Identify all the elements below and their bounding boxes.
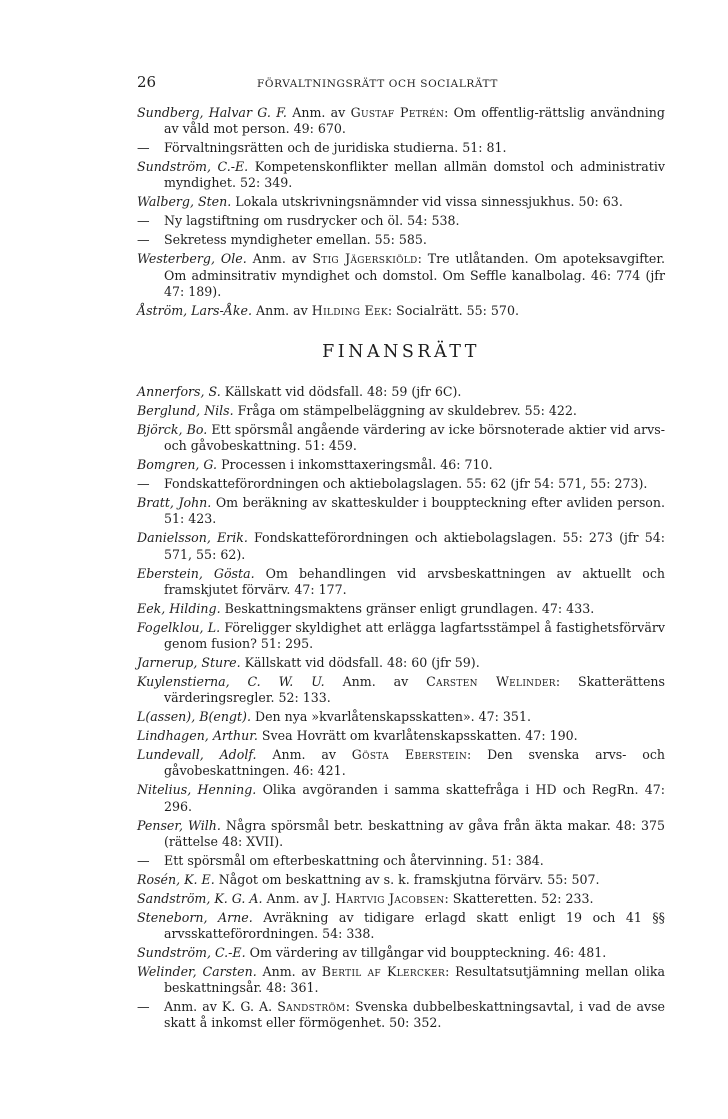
entry-reviewed-author: Gustaf Petrén bbox=[350, 105, 445, 120]
section-title-finansratt: FINANSRÄTT bbox=[322, 342, 480, 363]
entry-text: : Resultatsutjämning mellan olika beskattningsår. 48: 361. bbox=[164, 964, 665, 996]
bibliography-entry bbox=[137, 495, 665, 527]
entry-text: Något om beskattning av s. k. framskjutna förvärv. 55: 507. bbox=[218, 871, 600, 887]
entry-author: Sundberg, Halvar G. F. bbox=[137, 105, 287, 120]
bibliography-entry bbox=[137, 194, 665, 210]
entry-reviewed-author: Hilding Eek bbox=[311, 302, 388, 318]
entry-reviewed-author: Stig Jägerskiöld bbox=[312, 251, 418, 267]
entry-text: Källskatt vid dödsfall. 48: 60 (jfr 59). bbox=[244, 655, 480, 671]
bibliography-entry bbox=[137, 232, 665, 248]
entry-text: : Svenska dubbelbeskattningsavtal, i vad de avse skatt å inkomst eller förmögenhet. 50: 352. bbox=[164, 999, 665, 1031]
entry-author: Kuylenstierna, C. W. U. bbox=[137, 674, 325, 690]
entry-author: Sundström, C.-E. bbox=[137, 159, 249, 175]
bibliography-entry bbox=[137, 213, 665, 229]
bibliography-entry bbox=[137, 674, 665, 706]
running-title: FÖRVALTNINGSRÄTT OCH SOCIALRÄTT bbox=[257, 78, 498, 90]
bibliography-entry bbox=[137, 566, 665, 598]
entry-text: Om beräkning av skatteskulder i bouppteckning efter avliden person. 51: 423. bbox=[164, 495, 665, 527]
entry-text: Fondskatteförordningen och aktiebolagslagen. 55: 62 (jfr 54: 571, 55: 273). bbox=[164, 476, 648, 492]
entry-text: : Om offentlig-rättslig användning av våld mot person. 49: 670. bbox=[164, 105, 665, 137]
bibliography-entry bbox=[137, 747, 665, 779]
entry-author: Åström, Lars-Åke. bbox=[137, 302, 252, 318]
entry-text: Fondskatteförordningen och aktiebolagslagen. 55: 273 (jfr 54: 571, 55: 62). bbox=[164, 530, 665, 562]
entry-author: Walberg, Sten. bbox=[137, 194, 232, 210]
entry-author: Westerberg, Ole. bbox=[137, 251, 247, 267]
bibliography-entry bbox=[137, 422, 665, 454]
entry-reviewed-author: Gösta Eberstein bbox=[351, 747, 468, 763]
entry-text: Svea Hovrätt om kvarlåtenskapsskatten. 47: 190. bbox=[261, 728, 578, 744]
entry-reviewed-author: J. Hartvig Jacobsen bbox=[322, 890, 445, 906]
entry-review-prefix: Anm. av bbox=[342, 674, 409, 690]
entry-text: : Skatteretten. 52: 233. bbox=[444, 890, 594, 906]
entry-author: Penser, Wilh. bbox=[137, 817, 221, 833]
bibliography-entry bbox=[137, 782, 665, 814]
entry-author: Sundström, C.-E. bbox=[137, 945, 246, 961]
entry-text: Fråga om stämpelbeläggning av skuldebrev. 55: 422. bbox=[237, 403, 577, 419]
entry-author: Eek, Hilding. bbox=[137, 600, 221, 616]
bibliography-entry bbox=[137, 105, 665, 137]
entry-text: : Skatterättens värderingsregler. 52: 133. bbox=[164, 674, 665, 706]
entry-review-prefix: Anm. av bbox=[262, 964, 317, 980]
entry-review-prefix: Anm. av bbox=[266, 890, 319, 906]
bibliography-entry bbox=[137, 601, 665, 617]
bibliography-entry bbox=[137, 384, 665, 400]
entry-text: Föreligger skyldighet att erlägga lagfartsstämpel å fastighetsförvärv genom fusion? 51: 295. bbox=[164, 619, 665, 652]
document-page bbox=[137, 73, 665, 1034]
bibliography-entry bbox=[137, 728, 665, 744]
bibliography-entry bbox=[137, 964, 665, 996]
entry-text: Ett spörsmål angående värdering av icke börsnoterade aktier vid arvs- och gåvobeskattning. 51: 459. bbox=[164, 422, 665, 454]
bibliography-entry bbox=[137, 818, 665, 850]
entry-review-prefix: Anm. av bbox=[272, 747, 336, 763]
entry-text: Avräkning av tidigare erlagd skatt enligt 19 och 41 §§ arvsskatteförordningen. 54: 338. bbox=[164, 909, 665, 942]
entry-author: Welinder, Carsten. bbox=[137, 964, 257, 980]
bibliography-entry bbox=[137, 403, 665, 419]
bibliography-entry bbox=[137, 530, 665, 562]
entry-review-prefix: Anm. av K. G. A. bbox=[164, 999, 273, 1015]
entry-reviewed-author: Bertil af Klercker bbox=[321, 964, 446, 980]
entry-author: Berglund, Nils. bbox=[137, 403, 234, 419]
entry-author: Rosén, K. E. bbox=[137, 871, 215, 887]
bibliography-entry bbox=[137, 251, 665, 300]
bibliography-entry bbox=[137, 999, 665, 1031]
ditto-dash: — bbox=[137, 213, 150, 229]
bibliography-entry bbox=[137, 945, 665, 961]
bibliography-entry bbox=[137, 709, 665, 725]
entry-text: Lokala utskrivningsnämnder vid vissa sinnessjukhus. 50: 63. bbox=[235, 194, 623, 210]
entry-text: : Den svenska arvs- och gåvobeskattningen. 46: 421. bbox=[164, 747, 665, 779]
page-number: 26 bbox=[137, 73, 157, 91]
entry-author: Björck, Bo. bbox=[137, 422, 208, 438]
entry-text: Om behandlingen vid arvsbeskattningen av aktuellt och framskjutet förvärv. 47: 177. bbox=[164, 565, 665, 597]
entry-author: Lindhagen, Arthur. bbox=[137, 728, 258, 744]
bibliography-entry bbox=[137, 457, 665, 473]
entry-author: L(assen), B(engt). bbox=[137, 709, 251, 725]
entry-text: Processen i inkomsttaxeringsmål. 46: 710. bbox=[221, 457, 493, 473]
ditto-dash: — bbox=[137, 232, 150, 248]
ditto-dash: — bbox=[137, 852, 150, 868]
entry-text: Förvaltningsrätten och de juridiska studierna. 51: 81. bbox=[164, 140, 507, 156]
section-forvaltningsratt-entries bbox=[137, 105, 665, 319]
bibliography-entry bbox=[137, 476, 665, 492]
bibliography-entry bbox=[137, 853, 665, 869]
entry-text: Sekretess myndigheter emellan. 55: 585. bbox=[164, 232, 427, 248]
entry-author: Annerfors, S. bbox=[137, 384, 221, 400]
entry-text: Källskatt vid dödsfall. 48: 59 (jfr 6C). bbox=[224, 384, 462, 400]
entry-text: : Socialrätt. 55: 570. bbox=[387, 302, 519, 318]
entry-text: Om värdering av tillgångar vid bouppteckning. 46: 481. bbox=[249, 945, 607, 961]
entry-review-prefix: Anm. av bbox=[292, 105, 346, 120]
ditto-dash: — bbox=[137, 476, 150, 492]
entry-text: Kompetenskonflikter mellan allmän domstol och administrativ myndighet. 52: 349. bbox=[164, 159, 665, 191]
entry-author: Steneborn, Arne. bbox=[137, 909, 253, 925]
bibliography-entry bbox=[137, 910, 665, 942]
entry-author: Danielsson, Erik. bbox=[137, 530, 248, 546]
entry-text: Några spörsmål betr. beskattning av gåva från äkta makar. 48: 375 (rättelse 48: XVII). bbox=[164, 817, 665, 849]
entry-author: Jarnerup, Sture. bbox=[137, 655, 241, 671]
entry-reviewed-author: Carsten Welinder bbox=[426, 674, 556, 690]
ditto-dash: — bbox=[137, 140, 150, 156]
entry-author: Bratt, John. bbox=[137, 495, 212, 511]
entry-review-prefix: Anm. av bbox=[255, 302, 308, 318]
entry-author: Fogelklou, L. bbox=[137, 619, 221, 635]
page-header bbox=[137, 73, 665, 91]
bibliography-entry bbox=[137, 140, 665, 156]
entry-text: Den nya »kvarlåtenskapsskatten». 47: 351. bbox=[254, 709, 531, 725]
entry-text: : Tre utlåtanden. Om apoteksavgifter. Om adminsitrativ myndighet och domstol. Om Seffle kanalbolag. 46: 774 (jfr 47: 189). bbox=[164, 251, 666, 299]
entry-text: Ett spörsmål om efterbeskattning och återvinning. 51: 384. bbox=[164, 852, 544, 868]
bibliography-entry bbox=[137, 620, 665, 652]
entry-author: Lundevall, Adolf. bbox=[137, 747, 257, 763]
bibliography-entry bbox=[137, 655, 665, 671]
ditto-dash: — bbox=[137, 999, 150, 1015]
entry-author: Bomgren, G. bbox=[137, 457, 218, 473]
bibliography-entry bbox=[137, 303, 665, 319]
entry-author: Nitelius, Henning. bbox=[137, 782, 257, 798]
entry-author: Eberstein, Gösta. bbox=[137, 565, 255, 581]
entry-reviewed-author: Sandström bbox=[277, 999, 346, 1015]
entry-review-prefix: Anm. av bbox=[252, 251, 307, 267]
bibliography-entry bbox=[137, 159, 665, 191]
section-finansratt-entries bbox=[137, 384, 665, 1032]
entry-text: Beskattningsmaktens gränser enligt grundlagen. 47: 433. bbox=[224, 600, 595, 616]
entry-text: Ny lagstiftning om rusdrycker och öl. 54: 538. bbox=[164, 213, 460, 229]
entry-author: Sandström, K. G. A. bbox=[137, 890, 263, 906]
bibliography-entry bbox=[137, 872, 665, 888]
bibliography-entry bbox=[137, 891, 665, 907]
entry-text: Olika avgöranden i samma skattefråga i HD och RegRn. 47: 296. bbox=[164, 782, 665, 814]
